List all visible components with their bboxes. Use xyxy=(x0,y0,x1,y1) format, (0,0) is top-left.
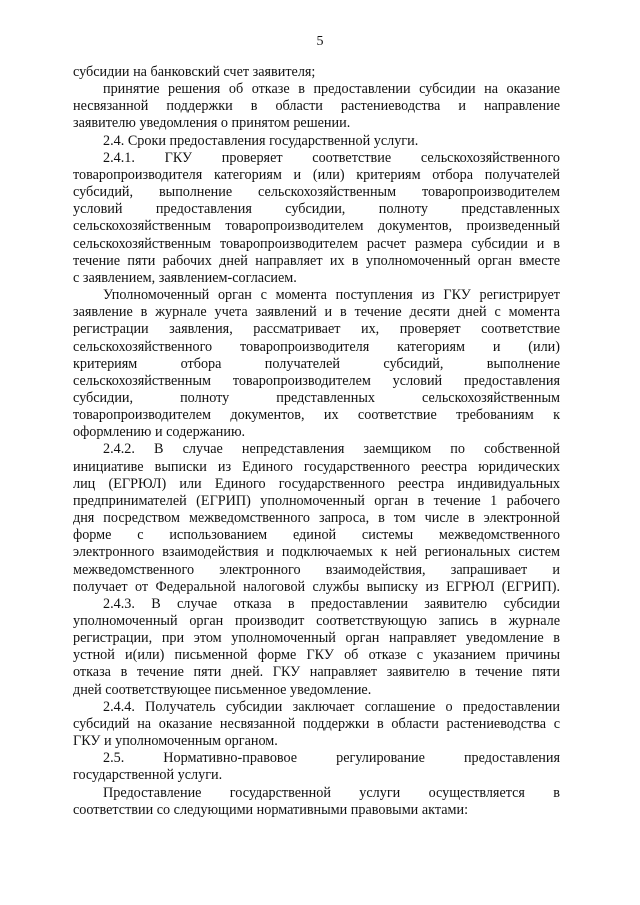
text-line: государственной услуги. xyxy=(73,767,223,784)
text-line: субсидии на банковский счет заявителя; xyxy=(73,64,316,80)
text-line: оформлению и содержанию. xyxy=(73,424,246,441)
text-line: 2.4.4. Получатель субсидии заключает соглашение о предоставлении xyxy=(103,698,560,715)
text-line: несвязанной поддержки в области растениеводства и направление xyxy=(73,98,560,115)
text-line: Уполномоченный орган с момента поступления из ГКУ регистрирует xyxy=(103,287,560,304)
text-line: отказа в течение пяти дней. ГКУ направляет заявителю в течение пяти xyxy=(73,664,560,681)
text-line: уполномоченный орган производит соответствующую запись в журнале xyxy=(73,613,560,629)
text-line: Предоставление государственной услуги осуществляется в xyxy=(103,784,560,801)
text-line: субсидии, полноту представленных сельскохозяйственным xyxy=(73,389,560,406)
text-line: 2.4.2. В случае непредставления заемщиком по собственной xyxy=(103,441,560,458)
text-line: с заявлением, заявлением-согласием. xyxy=(73,269,297,286)
text-line: регистрации, при этом уполномоченный орган направляет уведомление в xyxy=(73,630,560,647)
text-line: ГКУ и уполномоченным органом. xyxy=(73,733,278,750)
text-line: критериям отбора получателей субсидий, выполнение xyxy=(73,355,560,372)
text-line: принятие решения об отказе в предоставлении субсидии на оказание xyxy=(103,81,560,98)
text-line: сельскохозяйственным товаропроизводителем расчет размера субсидии и в xyxy=(73,235,560,252)
text-line: заявление в журнале учета заявлений и в течение десяти дней с момента xyxy=(73,304,560,321)
text-line: межведомственного электронного взаимодействия, запрашивает и xyxy=(73,561,560,578)
text-line: соответствии со следующими нормативными правовыми актами: xyxy=(73,801,469,818)
text-line: товаропроизводителя категориям и (или) критериям отбора получателей xyxy=(73,166,560,183)
text-line: заявителю уведомления о принятом решении. xyxy=(73,115,351,132)
text-line: устной и(или) письменной форме ГКУ об отказе с указанием причины xyxy=(73,647,560,664)
document-body xyxy=(73,64,560,819)
text-line: условий предоставления субсидии, полноту представленных xyxy=(73,201,560,218)
text-line: инициативе выписки из Единого государственного реестра юридических xyxy=(73,458,560,475)
text-line: сельскохозяйственным товаропроизводителем условий предоставления xyxy=(73,372,560,389)
text-line: субсидий, выполнение сельскохозяйственным товаропроизводителем xyxy=(73,184,560,201)
text-line: дней соответствующее письменное уведомление. xyxy=(73,681,372,698)
text-line: 2.4.1. ГКУ проверяет соответствие сельскохозяйственного xyxy=(103,149,560,166)
text-line: лиц (ЕГРЮЛ) или Единого государственного реестра индивидуальных xyxy=(73,475,560,492)
text-line: регистрации заявления, рассматривает их, проверяет соответствие xyxy=(73,321,560,338)
text-line: товаропроизводителем документов, их соответствие требованиям к xyxy=(73,407,560,424)
text-line: предпринимателей (ЕГРИП) уполномоченный орган в течение 1 рабочего xyxy=(73,492,560,509)
text-line: электронного взаимодействия и подключаемых к ней региональных систем xyxy=(73,544,560,561)
text-line: субсидий на оказание несвязанной поддержки в области растениеводства с xyxy=(73,715,560,732)
section-heading: 2.4. Сроки предоставления государственной услуги. xyxy=(103,132,419,149)
text-line: течение пяти рабочих дней направляет их в уполномоченный орган вместе xyxy=(73,252,560,269)
text-line: сельскохозяйственного товаропроизводителя категориям и (или) xyxy=(73,338,560,355)
section-heading: 2.5. Нормативно-правовое регулирование предоставления xyxy=(103,750,560,767)
text-line: получает от Федеральной налоговой службы выписку из ЕГРЮЛ (ЕГРИП). xyxy=(73,578,560,595)
text-line: сельскохозяйственным товаропроизводителем документов, произведенный xyxy=(73,218,560,235)
text-line: дня посредством межведомственного запроса, в том числе в электронной xyxy=(73,510,560,527)
page-number: 5 xyxy=(316,34,324,49)
text-line: 2.4.3. В случае отказа в предоставлении заявителю субсидии xyxy=(103,595,560,612)
text-line: форме с использованием единой системы межведомственного xyxy=(73,527,560,544)
